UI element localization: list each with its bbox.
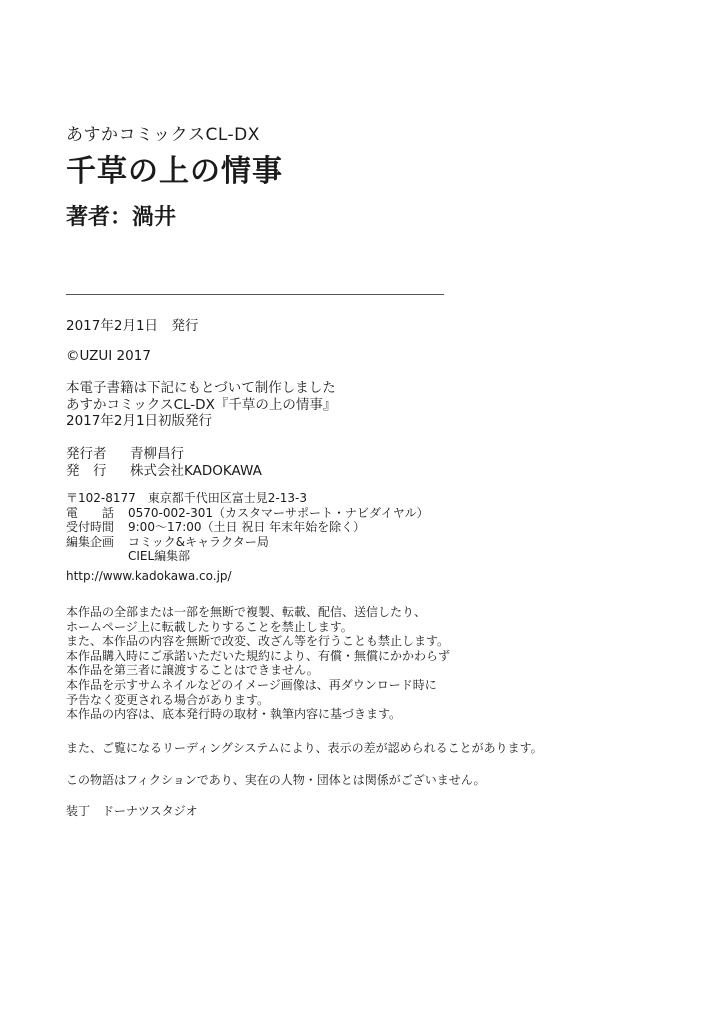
basis-line: あすかコミックスCL-DX『千草の上の情事』 <box>66 396 337 413</box>
contact-value: 9:00～17:00（土日 祝日 年末年始を除く） <box>128 520 366 535</box>
contact-row <box>66 549 429 564</box>
notice-line: 本作品の内容は、底本発行時の取材・執筆内容に基づきます。 <box>66 707 402 722</box>
publisher-row <box>66 446 262 463</box>
contact-label: 編集企画 <box>66 534 115 549</box>
book-title: 千草の上の情事 <box>66 154 283 189</box>
design-credit: 装丁 ドーナツスタジオ <box>66 804 198 818</box>
divider <box>66 294 444 295</box>
contact-row <box>66 535 429 550</box>
basis-block <box>66 380 336 430</box>
contact-value: CIEL編集部 <box>128 549 191 564</box>
notice-line: 本作品を第三者に譲渡することはできません。 <box>66 663 319 678</box>
notice-line: また、本作品の内容を無断で改変、改ざん等を行うことも禁止します。 <box>66 634 450 649</box>
publisher-value: 青柳昌行 <box>130 446 184 462</box>
notice-block <box>66 605 450 722</box>
author-line: 著者：渦井 <box>66 205 177 230</box>
publisher-block <box>66 446 262 479</box>
basis-line: 2017年2月1日初版発行 <box>66 413 213 429</box>
series-name: あすかコミックスCL-DX <box>66 125 260 145</box>
basis-line: 本電子書籍は下記にもとづいて制作しました <box>66 380 336 396</box>
notice-line: 本作品を示すサムネイルなどのイメージ画像は、再ダウンロード時に <box>66 677 437 692</box>
contact-label <box>66 549 128 564</box>
notice-line: 予告なく変更される場合があります。 <box>66 692 270 707</box>
reading-note: また、ご覧になるリーディングシステムにより、表示の差が認められることがあります。 <box>66 741 543 755</box>
publisher-url[interactable]: http://www.kadokawa.co.jp/ <box>66 569 232 583</box>
publisher-row <box>66 463 262 480</box>
postal-address: 〒102-8177 東京都千代田区富士見2-13-3 <box>66 491 307 505</box>
contact-row <box>66 506 429 521</box>
notice-line: 本作品の全部または一部を無断で複製、転載、配信、送信したり、 <box>66 605 427 619</box>
publish-date: 2017年2月1日 発行 <box>66 318 199 334</box>
publisher-label: 発行者 <box>66 446 107 462</box>
publisher-label: 発 行 <box>66 462 107 479</box>
fiction-note: この物語はフィクションであり、実在の人物・団体とは関係がございません。 <box>66 773 486 787</box>
notice-line: ホームページ上に転載したりすることを禁止します。 <box>66 619 353 634</box>
contact-value: コミック&キャラクター局 <box>128 534 269 549</box>
contact-row <box>66 520 429 535</box>
contact-label: 受付時間 <box>66 520 115 535</box>
contact-label: 電 話 <box>66 505 115 520</box>
publisher-value: 株式会社KADOKAWA <box>130 462 262 479</box>
contact-block <box>66 491 429 564</box>
contact-value: 0570-002-301（カスタマーサポート・ナビダイヤル） <box>128 505 429 520</box>
notice-line: 本作品購入時にご承諾いただいた規約により、有償・無償にかかわらず <box>66 648 451 663</box>
copyright: ©UZUI 2017 <box>66 348 151 364</box>
